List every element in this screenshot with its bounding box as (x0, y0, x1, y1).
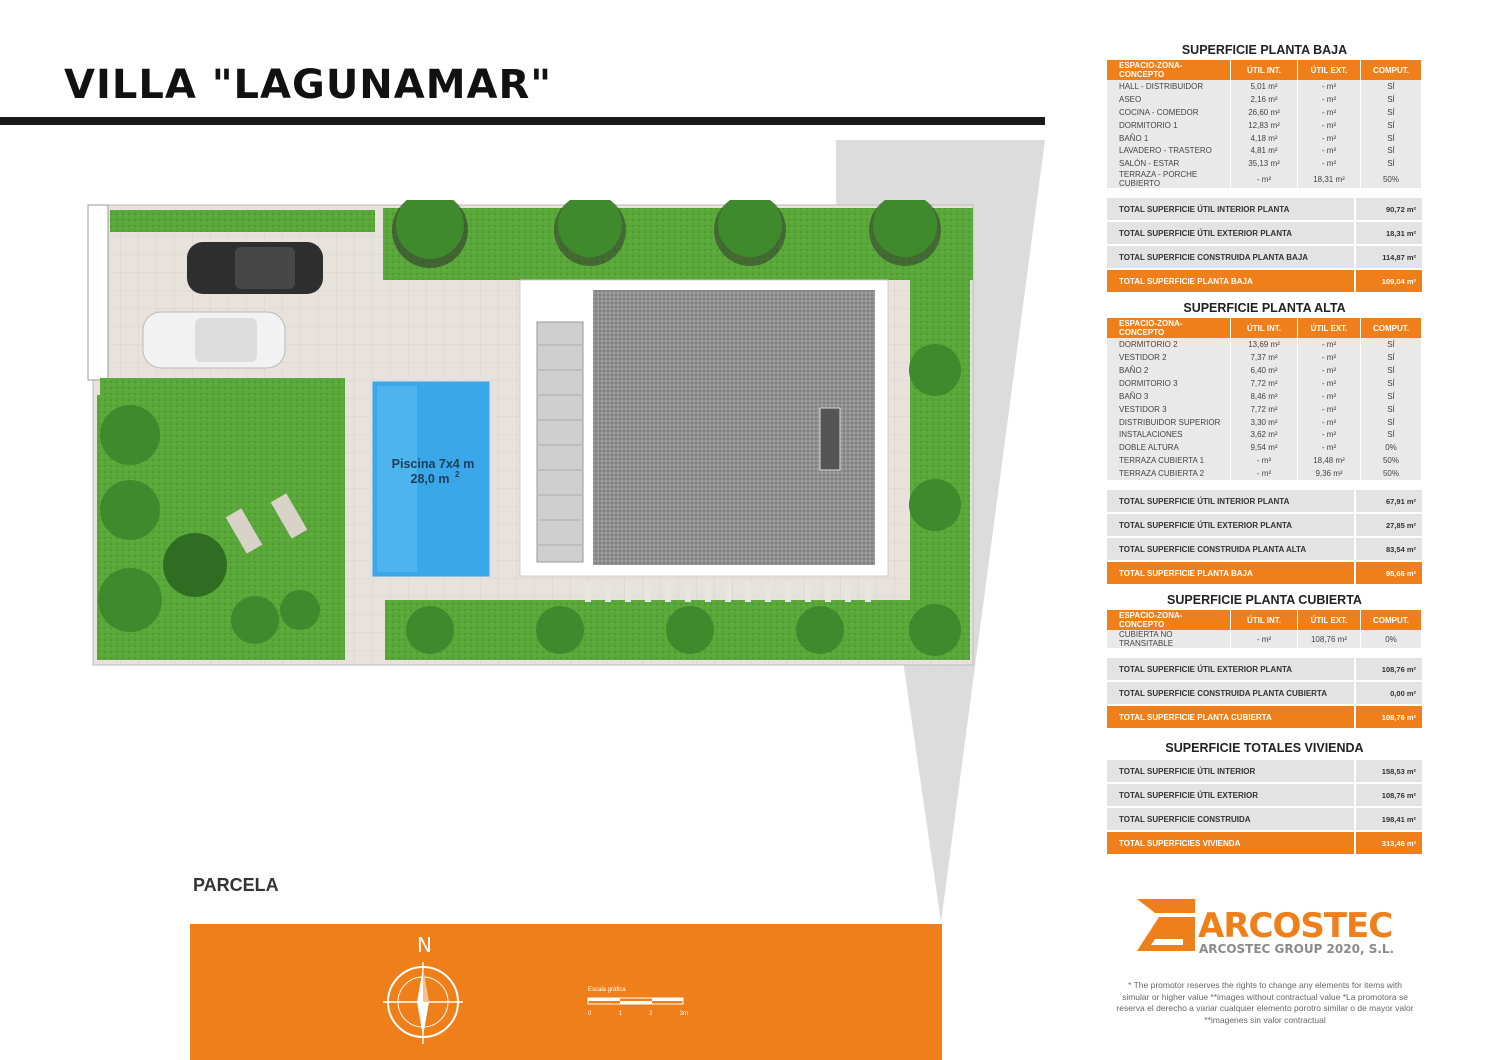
table-row (1107, 454, 1422, 467)
cell: SÍ (1361, 390, 1422, 403)
table-row (1107, 144, 1422, 157)
scale-label: Escala gráfica (588, 987, 626, 993)
cell: SÍ (1361, 428, 1422, 441)
cell: - m² (1231, 170, 1298, 188)
cell: 50% (1361, 467, 1422, 480)
cell: LAVADERO - TRASTERO (1107, 144, 1231, 157)
column-header: COMPUT. (1361, 610, 1422, 630)
table-row (1107, 119, 1422, 132)
cell: DORMITORIO 1 (1107, 119, 1231, 132)
cell: SÍ (1361, 80, 1422, 93)
table-row (1107, 351, 1422, 364)
column-header: ESPACIO-ZONA-CONCEPTO (1107, 60, 1231, 80)
disclaimer-line: * The promotor reserves the rights to change any elements for items with (1128, 980, 1402, 990)
total-label: TOTAL SUPERFICIES VIVIENDA (1107, 831, 1355, 855)
total-row (1107, 221, 1422, 245)
column-header: ESPACIO-ZONA-CONCEPTO (1107, 318, 1231, 338)
cell: TERRAZA CUBIERTA 2 (1107, 467, 1231, 480)
total-row (1107, 245, 1422, 269)
total-row (1107, 513, 1422, 537)
cell: 26,60 m² (1231, 106, 1298, 119)
scale-ticks (588, 1011, 688, 1017)
cell: 3,62 m² (1231, 428, 1298, 441)
column-header: ESPACIO-ZONA-CONCEPTO (1107, 610, 1231, 630)
table-planta-cubierta (1107, 610, 1422, 648)
cell: 108,76 m² (1298, 630, 1361, 648)
cell: - m² (1298, 351, 1361, 364)
table-row (1107, 157, 1422, 170)
page-title: VILLA "LAGUNAMAR" (64, 62, 553, 108)
cell: 8,46 m² (1231, 390, 1298, 403)
cell: 0% (1361, 630, 1422, 648)
cell: - m² (1298, 93, 1361, 106)
total-value: 67,91 m² (1355, 490, 1422, 513)
total-row (1107, 783, 1422, 807)
pool-label-2: 28,0 m (410, 472, 450, 486)
total-row-highlight (1107, 561, 1422, 585)
cell: SÍ (1361, 157, 1422, 170)
cell: SÍ (1361, 351, 1422, 364)
cell: HALL - DISTRIBUIDOR (1107, 80, 1231, 93)
total-value: 0,00 m² (1355, 681, 1422, 705)
table-row (1107, 416, 1422, 429)
footer-band (190, 924, 942, 1060)
cell: SÍ (1361, 377, 1422, 390)
cell: - m² (1298, 428, 1361, 441)
table-row (1107, 428, 1422, 441)
table-row (1107, 403, 1422, 416)
total-label: TOTAL SUPERFICIE PLANTA BAJA (1107, 561, 1355, 585)
table-row (1107, 630, 1422, 648)
total-value: 108,76 m² (1355, 705, 1422, 729)
cell: 7,37 m² (1231, 351, 1298, 364)
total-label: TOTAL SUPERFICIE ÚTIL INTERIOR PLANTA (1107, 198, 1355, 221)
table-planta-baja (1107, 60, 1422, 188)
total-row (1107, 537, 1422, 561)
total-label: TOTAL SUPERFICIE CONSTRUIDA (1107, 807, 1355, 831)
cell: CUBIERTA NO TRANSITABLE (1107, 630, 1231, 648)
section-title-planta-cubierta: SUPERFICIE PLANTA CUBIERTA (1167, 593, 1362, 608)
cell: 9,36 m² (1298, 467, 1361, 480)
cell: 4,81 m² (1231, 144, 1298, 157)
cell: SÍ (1361, 338, 1422, 351)
totals-vivienda (1107, 760, 1422, 856)
cell: 3,30 m² (1231, 416, 1298, 429)
parcel-label: PARCELA (193, 875, 279, 895)
column-header: ÚTIL EXT. (1298, 60, 1361, 80)
cell: COCINA - COMEDOR (1107, 106, 1231, 119)
column-header: ÚTIL INT. (1231, 60, 1298, 80)
total-value: 90,72 m² (1355, 198, 1422, 221)
section-title-planta-alta: SUPERFICIE PLANTA ALTA (1183, 301, 1346, 316)
cell: VESTIDOR 2 (1107, 351, 1231, 364)
total-value: 95,66 m² (1355, 561, 1422, 585)
cell: 6,40 m² (1231, 364, 1298, 377)
disclaimer (1085, 980, 1445, 1026)
scale-tick: 0 (588, 1011, 592, 1017)
total-row (1107, 681, 1422, 705)
cell: DORMITORIO 2 (1107, 338, 1231, 351)
cell: SÍ (1361, 144, 1422, 157)
cell: 4,18 m² (1231, 132, 1298, 145)
cell: 50% (1361, 454, 1422, 467)
cell: SÍ (1361, 416, 1422, 429)
totals-planta-cubierta (1107, 658, 1422, 730)
cell: - m² (1231, 630, 1298, 648)
total-value: 18,31 m² (1355, 221, 1422, 245)
scale-tick: 3m (679, 1011, 688, 1017)
total-value: 27,85 m² (1355, 513, 1422, 537)
cell: 18,48 m² (1298, 454, 1361, 467)
column-header: ÚTIL INT. (1231, 318, 1298, 338)
total-value: 313,46 m² (1355, 831, 1422, 855)
cell: - m² (1298, 377, 1361, 390)
cell: BAÑO 1 (1107, 132, 1231, 145)
cell: SÍ (1361, 93, 1422, 106)
cell: 35,13 m² (1231, 157, 1298, 170)
table-row (1107, 132, 1422, 145)
column-header: ÚTIL INT. (1231, 610, 1298, 630)
cell: - m² (1298, 441, 1361, 454)
total-label: TOTAL SUPERFICIE ÚTIL EXTERIOR (1107, 783, 1355, 807)
table-row (1107, 338, 1422, 351)
cell: SALÓN - ESTAR (1107, 157, 1231, 170)
total-row (1107, 490, 1422, 513)
column-header: ÚTIL EXT. (1298, 610, 1361, 630)
cell: ASEO (1107, 93, 1231, 106)
cell: 9,54 m² (1231, 441, 1298, 454)
cell: TERRAZA - PORCHE CUBIERTO (1107, 170, 1231, 188)
total-label: TOTAL SUPERFICIE ÚTIL EXTERIOR PLANTA (1107, 658, 1355, 681)
cell: 5,01 m² (1231, 80, 1298, 93)
cell: 12,83 m² (1231, 119, 1298, 132)
scale-tick: 1 (618, 1011, 622, 1017)
total-label: TOTAL SUPERFICIE PLANTA BAJA (1107, 269, 1355, 293)
total-row-highlight (1107, 831, 1422, 855)
cell: - m² (1231, 454, 1298, 467)
column-header: COMPUT. (1361, 60, 1422, 80)
cell: DISTRIBUIDOR SUPERIOR (1107, 416, 1231, 429)
totals-planta-baja (1107, 198, 1422, 294)
total-row (1107, 760, 1422, 783)
total-value: 108,76 m² (1355, 658, 1422, 681)
total-label: TOTAL SUPERFICIE ÚTIL EXTERIOR PLANTA (1107, 513, 1355, 537)
total-row (1107, 807, 1422, 831)
cell: - m² (1298, 106, 1361, 119)
cell: DOBLE ALTURA (1107, 441, 1231, 454)
total-value: 198,41 m² (1355, 807, 1422, 831)
total-row (1107, 658, 1422, 681)
total-label: TOTAL SUPERFICIE CONSTRUIDA PLANTA ALTA (1107, 537, 1355, 561)
cell: - m² (1298, 144, 1361, 157)
cell: - m² (1298, 390, 1361, 403)
cell: SÍ (1361, 132, 1422, 145)
cell: - m² (1298, 119, 1361, 132)
cell: - m² (1298, 416, 1361, 429)
total-label: TOTAL SUPERFICIE CONSTRUIDA PLANTA BAJA (1107, 245, 1355, 269)
cell: SÍ (1361, 403, 1422, 416)
disclaimer-line: reserva el derecho a variar cualquier elemento porotro similar o de mayor valor (1116, 1003, 1414, 1013)
total-row-highlight (1107, 269, 1422, 293)
table-row (1107, 93, 1422, 106)
cell: SÍ (1361, 106, 1422, 119)
north-arrow-icon (380, 960, 466, 1050)
cell: - m² (1298, 132, 1361, 145)
cell: - m² (1298, 403, 1361, 416)
north-label: N (417, 933, 432, 957)
total-label: TOTAL SUPERFICIE ÚTIL INTERIOR PLANTA (1107, 490, 1355, 513)
column-header: COMPUT. (1361, 318, 1422, 338)
table-row (1107, 106, 1422, 119)
pool-label-1: Piscina 7x4 m (391, 457, 475, 471)
total-label: TOTAL SUPERFICIE ÚTIL EXTERIOR PLANTA (1107, 221, 1355, 245)
table-row (1107, 441, 1422, 454)
arcostec-logo-icon (1133, 895, 1199, 955)
cell: - m² (1298, 364, 1361, 377)
cell: - m² (1298, 80, 1361, 93)
total-value: 158,53 m² (1355, 760, 1422, 783)
site-plan (85, 200, 980, 670)
table-row (1107, 390, 1422, 403)
cell: INSTALACIONES (1107, 428, 1231, 441)
disclaimer-line: simular or higher value **images without contractual value *La promotora se (1122, 991, 1408, 1002)
table-row (1107, 467, 1422, 480)
title-rule (0, 117, 1045, 125)
cell: BAÑO 3 (1107, 390, 1231, 403)
total-row-highlight (1107, 705, 1422, 729)
section-title-totales: SUPERFICIE TOTALES VIVIENDA (1165, 741, 1364, 756)
table-planta-alta (1107, 318, 1422, 480)
scale-tick: 2 (649, 1011, 653, 1017)
total-row (1107, 198, 1422, 221)
table-row (1107, 170, 1422, 188)
table-row (1107, 377, 1422, 390)
column-header: ÚTIL EXT. (1298, 318, 1361, 338)
cell: 7,72 m² (1231, 377, 1298, 390)
table-row (1107, 80, 1422, 93)
pool-label-sup: 2 (455, 470, 460, 479)
brand-name: ARCOSTEC (1198, 906, 1393, 946)
cell: 18,31 m² (1298, 170, 1361, 188)
total-value: 108,76 m² (1355, 783, 1422, 807)
cell: 2,16 m² (1231, 93, 1298, 106)
total-label: TOTAL SUPERFICIE ÚTIL INTERIOR (1107, 760, 1355, 783)
cell: 0% (1361, 441, 1422, 454)
cell: - m² (1298, 338, 1361, 351)
cell: - m² (1231, 467, 1298, 480)
total-value: 109,04 m² (1355, 269, 1422, 293)
cell: SÍ (1361, 364, 1422, 377)
surface-tables (1107, 40, 1422, 856)
cell: VESTIDOR 3 (1107, 403, 1231, 416)
cell: 13,69 m² (1231, 338, 1298, 351)
brand-subtitle: ARCOSTEC GROUP 2020, S.L. (1199, 942, 1395, 956)
cell: SÍ (1361, 119, 1422, 132)
disclaimer-line: **imagenes sin valor contractual (1204, 1014, 1326, 1025)
total-label: TOTAL SUPERFICIE PLANTA CUBIERTA (1107, 705, 1355, 729)
total-value: 83,54 m² (1355, 537, 1422, 561)
cell: - m² (1298, 157, 1361, 170)
total-label: TOTAL SUPERFICIE CONSTRUIDA PLANTA CUBIERTA (1107, 681, 1355, 705)
cell: TERRAZA CUBIERTA 1 (1107, 454, 1231, 467)
table-row (1107, 364, 1422, 377)
cell: DORMITORIO 3 (1107, 377, 1231, 390)
totals-planta-alta (1107, 490, 1422, 586)
section-title-planta-baja: SUPERFICIE PLANTA BAJA (1181, 43, 1348, 57)
cell: BAÑO 2 (1107, 364, 1231, 377)
total-value: 114,87 m² (1355, 245, 1422, 269)
cell: 7,72 m² (1231, 403, 1298, 416)
cell: 50% (1361, 170, 1422, 188)
